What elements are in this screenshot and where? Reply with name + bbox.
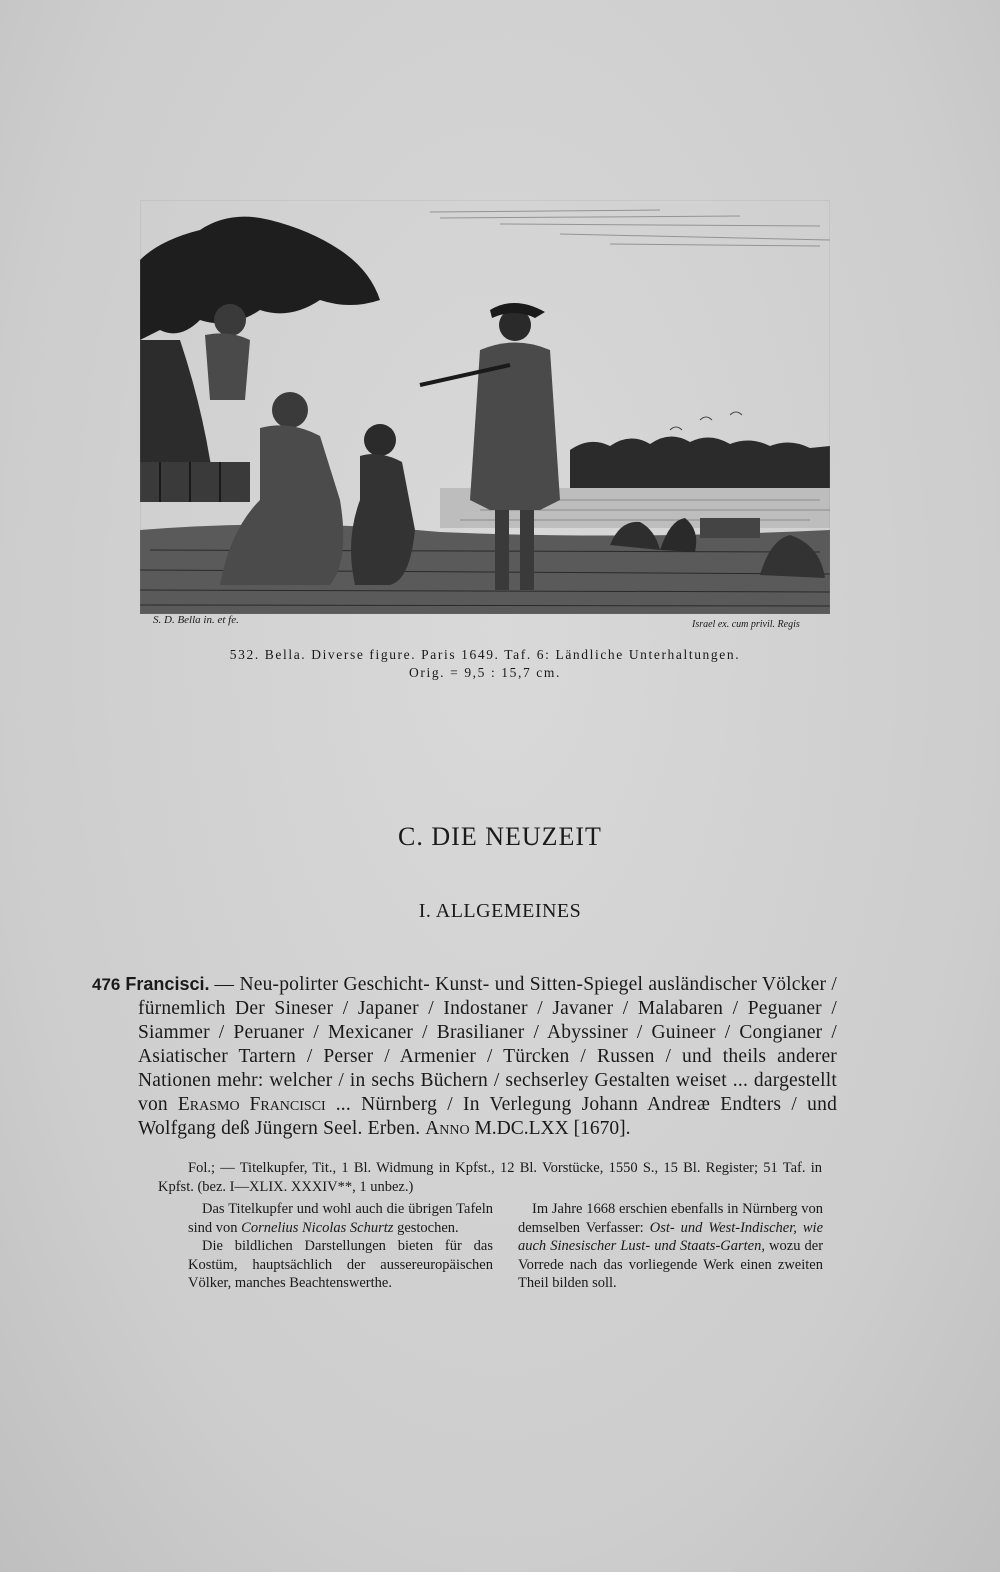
publisher-signature: Israel ex. cum privil. Regis — [692, 619, 800, 630]
engraver-name: Cornelius Nicolas Schurtz — [241, 1219, 394, 1236]
entry-imprint: ... Nürnberg / In Verlegung Johann Andreæ Endters / und Wolfgang deß Jüngern Seel. Erben. — [138, 1094, 838, 1139]
note-paragraph — [518, 1200, 823, 1293]
engraving-illustration — [140, 200, 830, 614]
caption-line-2: Orig. = 9,5 : 15,7 cm. — [409, 665, 561, 680]
note-text: gestochen. — [397, 1219, 459, 1236]
caption-line-1: 532. Bella. Diverse figure. Paris 1649. Taf. 6: Ländliche Unterhaltungen. — [229, 647, 741, 662]
entry-title-block — [92, 972, 837, 1141]
entry-collation: Fol.; — Titelkupfer, Tit., 1 Bl. Widmung in Kpfst., 12 Bl. Vorstücke, 1550 S., 15 Bl. Register; 51 Taf. in Kpfst. (bez. I—XLIX. XXXIV**, 1 unbez.) — [158, 1160, 822, 1195]
figure-caption — [140, 646, 830, 682]
entry-number: 476 — [92, 975, 121, 994]
notes-left-column — [188, 1200, 493, 1293]
note-text: wozu der Vorrede nach das vorliegende Werk einen zweiten Theil bilden soll. — [518, 1238, 824, 1292]
note-text: Im Jahre 1668 erschien ebenfalls in Nürnberg von demselben Verfasser: — [518, 1201, 823, 1236]
entry-title-text: — Neu-polirter Geschicht- Kunst- und Sitten-Spiegel ausländischer Völcker / fürnemlich Der Sineser / Japaner / Indostaner / Javaner / Malabaren / Peguaner / Siammer / Peruaner / Mexicaner / Brasilianer / Abyssiner / Guineer / Congianer / Asiatischer Tartern / Perser / Armenier / Türcken / Russen / und theils anderer Nationen mehr: welcher / in sechs Büchern / sechserley Gestalten weiset ... dargestellt von — [138, 974, 837, 1115]
engraving-image — [140, 200, 830, 614]
note-text: Das Titelkupfer und wohl auch die übrigen Tafeln sind von — [188, 1201, 493, 1236]
entry-year: M.DC.LXX [1670]. — [474, 1118, 631, 1139]
entry-author-fullname: Erasmo Francisci — [177, 1094, 326, 1115]
related-work-title: Ost- und West-Indischer, wie auch Sinesischer Lust- und Staats-Garten, — [518, 1219, 824, 1255]
note-paragraph — [188, 1200, 493, 1237]
catalog-entry — [92, 972, 837, 1141]
entry-anno: Anno — [425, 1118, 470, 1139]
entry-author: Francisci. — [125, 974, 210, 994]
note-paragraph: Die bildlichen Darstellungen bieten für das Kostüm, hauptsächlich der aussereuropäischen Völker, manches Beachtenswerthe. — [188, 1238, 493, 1292]
engraver-signature: S. D. Bella in. et fe. — [153, 614, 239, 626]
notes-right-column — [518, 1200, 823, 1293]
subsection-title: I. ALLGEMEINES — [418, 900, 582, 922]
section-title: C. DIE NEUZEIT — [398, 822, 602, 851]
